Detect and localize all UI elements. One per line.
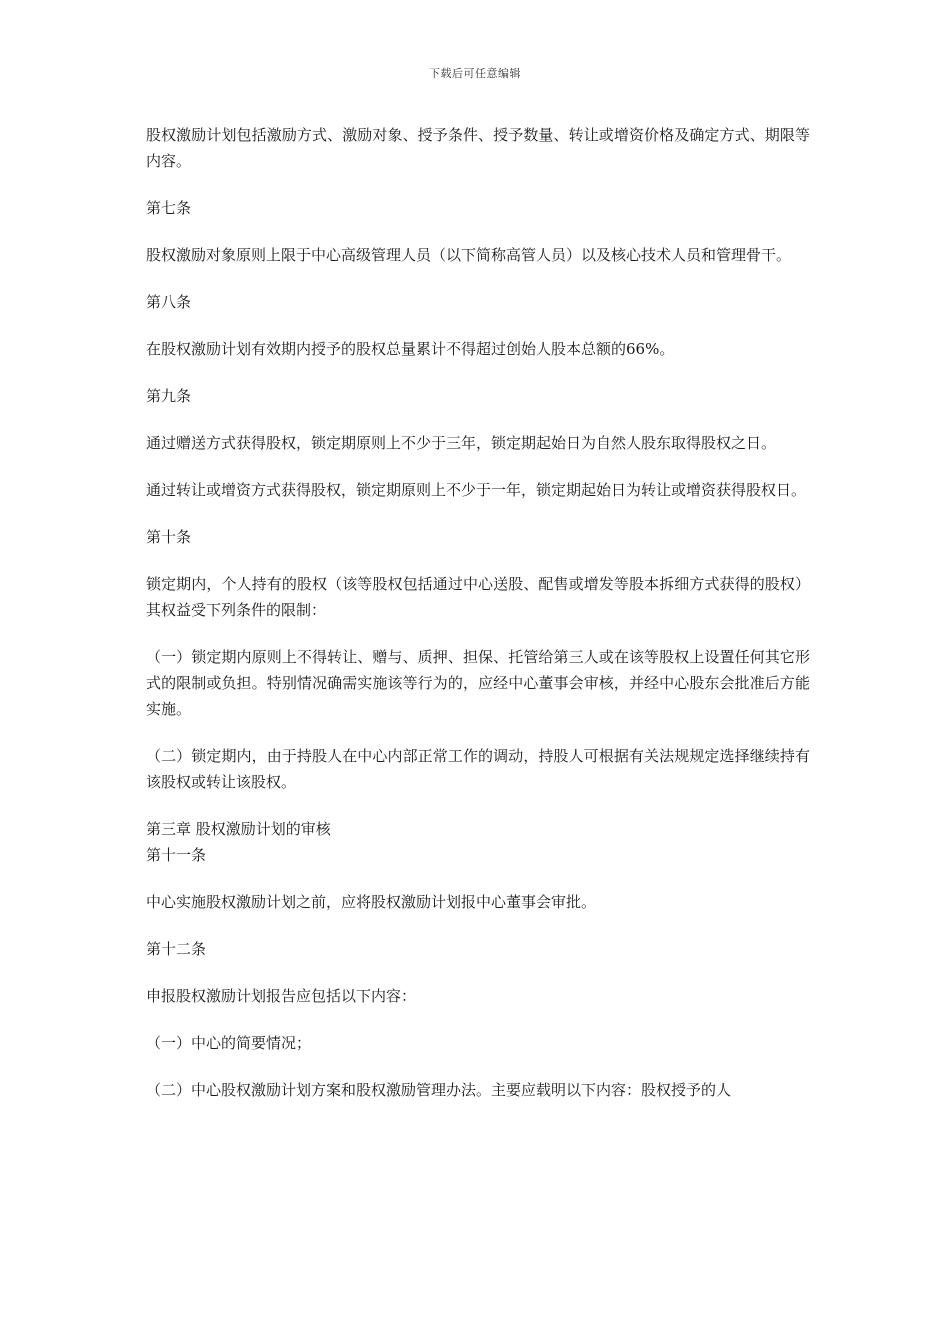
article-heading-10: 第十条	[146, 528, 192, 546]
paragraph-equity-cap: 在股权激励计划有效期内授予的股权总量累计不得超过创始人股本总额的66%。	[146, 340, 675, 358]
paragraph-report-item-2: （二）中心股权激励计划方案和股权激励管理办法。主要应载明以下内容：股权授予的人	[146, 1081, 732, 1099]
paragraph-gift-lockup: 通过赠送方式获得股权，锁定期原则上不少于三年，锁定期起始日为自然人股东取得股权之日。	[146, 434, 777, 452]
chapter-heading-3: 第三章 股权激励计划的审核	[146, 820, 331, 838]
paragraph-report-item-1: （一）中心的简要情况；	[146, 1034, 312, 1052]
article-heading-7: 第七条	[146, 199, 192, 217]
article-heading-9: 第九条	[146, 387, 192, 405]
article-heading-12: 第十二条	[146, 940, 207, 958]
paragraph-transfer-lockup: 通过转让或增资方式获得股权，锁定期原则上不少于一年，锁定期起始日为转让或增资获得股权日。	[146, 481, 807, 499]
paragraph-report-contents: 申报股权激励计划报告应包括以下内容：	[146, 987, 417, 1005]
article-heading-8: 第八条	[146, 293, 192, 311]
paragraph-restriction-2: （二）锁定期内，由于持股人在中心内部正常工作的调动，持股人可根据有关法规规定选择继续持有该股权或转让该股权。	[146, 747, 810, 791]
page-header: 下载后可任意编辑	[429, 67, 521, 80]
paragraph-lockup-restrictions: 锁定期内，个人持有的股权（该等股权包括通过中心送股、配售或增发等股本拆细方式获得的股权）其权益受下列条件的限制：	[146, 575, 810, 619]
document-body	[146, 122, 810, 1103]
paragraph-plan-contents: 股权激励计划包括激励方式、激励对象、授予条件、授予数量、转让或增资价格及确定方式、期限等内容。	[146, 126, 810, 170]
paragraph-restriction-1: （一）锁定期内原则上不得转让、赠与、质押、担保、托管给第三人或在该等股权上设置任何其它形式的限制或负担。特别情况确需实施该等行为的，应经中心董事会审核，并经中心股东会批准后方能实施。	[146, 648, 810, 718]
paragraph-board-approval: 中心实施股权激励计划之前，应将股权激励计划报中心董事会审批。	[146, 893, 597, 911]
article-heading-11: 第十一条	[146, 846, 207, 864]
paragraph-eligible-recipients: 股权激励对象原则上限于中心高级管理人员（以下简称高管人员）以及核心技术人员和管理骨干。	[146, 246, 792, 264]
